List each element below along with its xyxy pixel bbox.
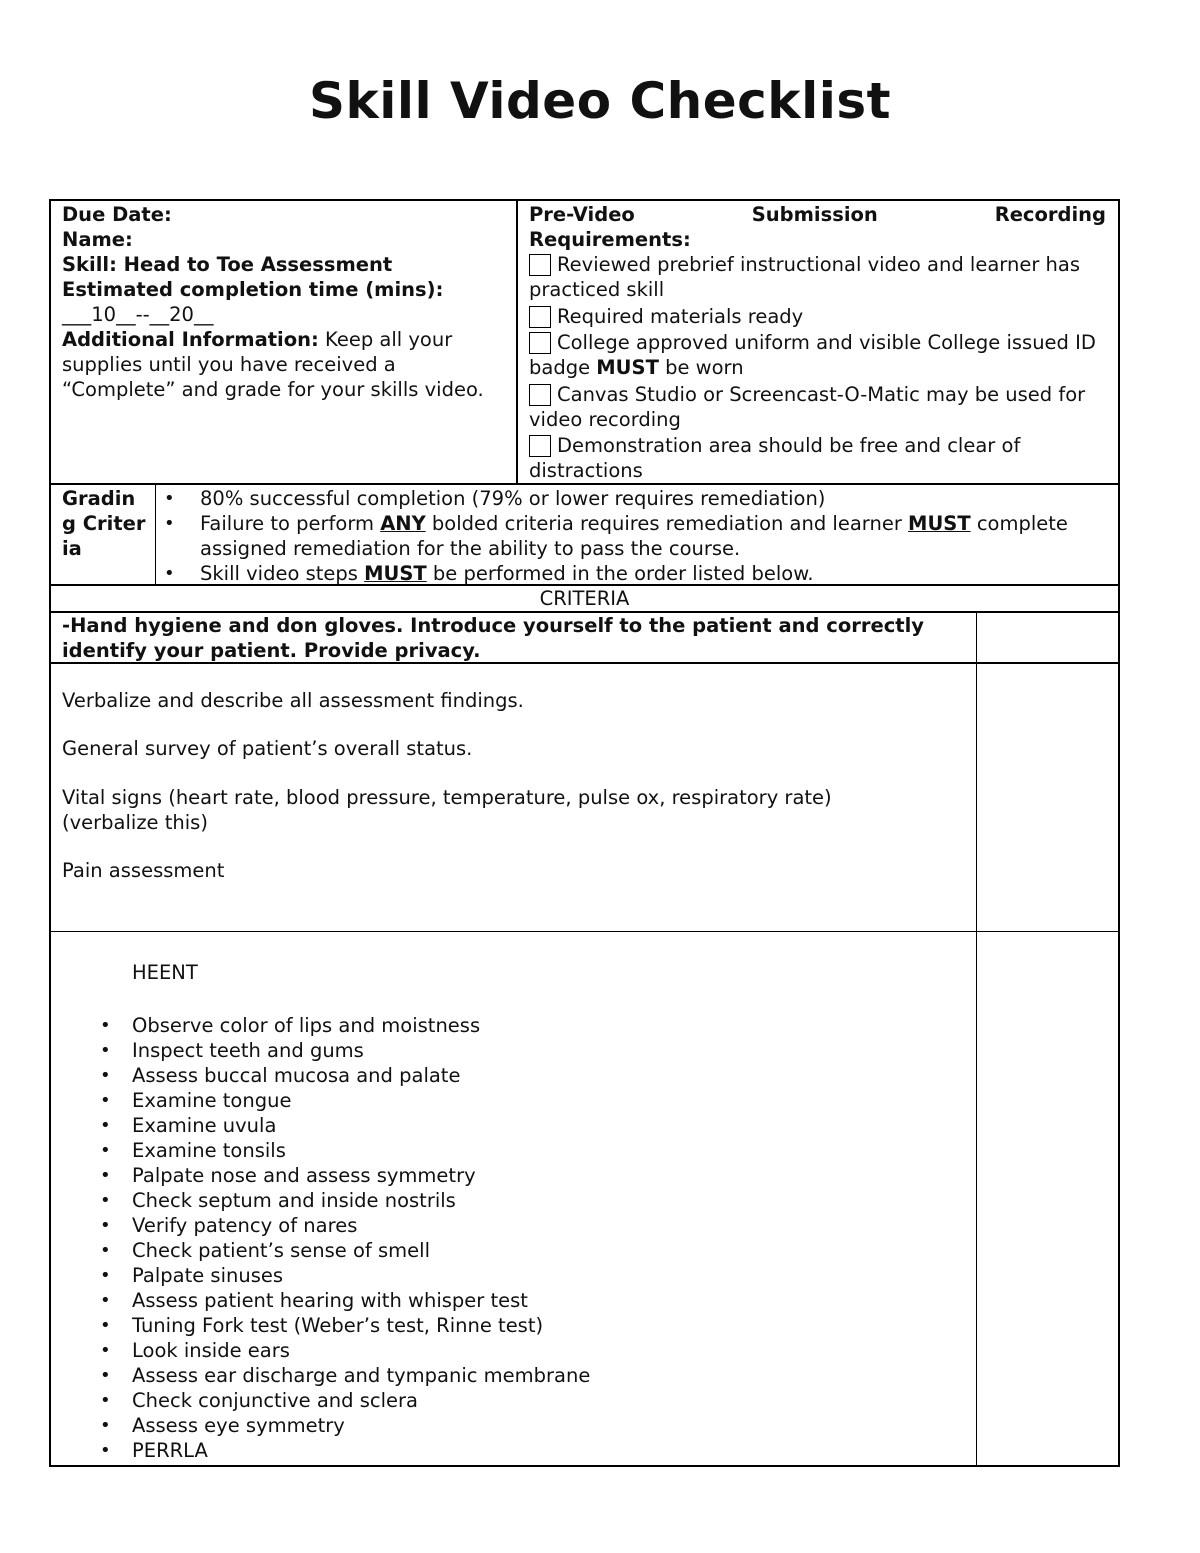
grading-text: Skill video steps [200, 562, 365, 585]
criteria-line: Vital signs (heart rate, blood pressure, temperature, pulse ox, respiratory rate) (verbalize this) [62, 786, 832, 834]
grading-emphasis: MUST [908, 512, 971, 535]
heent-item: • Check patient’s sense of smell [62, 1238, 962, 1263]
time-value: ___10__--__20__ [62, 303, 214, 326]
requirement-checkbox[interactable] [529, 306, 551, 328]
due-date-label: Due Date: [62, 203, 172, 226]
heent-item: • Palpate nose and assess symmetry [62, 1163, 962, 1188]
heent-item: • Palpate sinuses [62, 1263, 962, 1288]
grading-item [156, 561, 1106, 586]
heent-item: • Examine tongue [62, 1088, 962, 1113]
score-column-divider [976, 612, 977, 1466]
heent-item: • Assess ear discharge and tympanic membrane [62, 1363, 962, 1388]
heent-item: • Check septum and inside nostrils [62, 1188, 962, 1213]
grading-text: bolded criteria requires remediation and learner [425, 512, 909, 535]
heent-item: • Examine uvula [62, 1113, 962, 1138]
grading-list [156, 486, 1106, 586]
requirement-checkbox[interactable] [529, 435, 551, 457]
skill-label: Skill: Head to Toe Assessment [62, 253, 393, 276]
heent-item: • Tuning Fork test (Weber’s test, Rinne test) [62, 1313, 962, 1338]
requirement-text: Canvas Studio or Screencast-O-Matic may be used for video recording [529, 383, 1086, 431]
heent-item: • Look inside ears [62, 1338, 962, 1363]
requirement-text: Demonstration area should be free and clear of distractions [529, 434, 1021, 482]
requirement-text: Reviewed prebrief instructional video and learner has practiced skill [529, 253, 1081, 301]
column-divider [516, 199, 518, 484]
requirement-item [529, 330, 1106, 382]
requirement-item [529, 304, 1106, 330]
requirement-item [529, 382, 1106, 433]
prevideo-cell [529, 202, 1106, 483]
criteria-line: Pain assessment [62, 859, 225, 882]
heent-item: • Examine tonsils [62, 1138, 962, 1163]
criteria-line: Verbalize and describe all assessment findings. [62, 689, 524, 712]
page-title: Skill Video Checklist [308, 72, 892, 130]
heent-item: • Verify patency of nares [62, 1213, 962, 1238]
heent-item: • Check conjunctive and sclera [62, 1388, 962, 1413]
prevideo-heading-word: Recording [994, 203, 1106, 226]
prevideo-heading-line2: Requirements: [529, 228, 691, 251]
row-divider [49, 483, 1120, 485]
criteria-row-heent [62, 960, 962, 1463]
grading-item [156, 511, 1106, 561]
requirement-item [529, 433, 1106, 483]
requirement-item [529, 252, 1106, 304]
heent-item: • Assess patient hearing with whisper test [62, 1288, 962, 1313]
additional-label: Additional Information: [62, 328, 319, 351]
prevideo-heading-word: Pre-Video [529, 203, 635, 226]
requirement-text: be worn [658, 356, 744, 379]
grading-item [156, 486, 1106, 511]
grading-label: Grading Criteria [62, 487, 146, 560]
grading-text: 80% successful completion (79% or lower requires remediation) [200, 487, 826, 510]
additional-text: Keep all your supplies until you have received a “Complete” and grade for your skills video. [62, 328, 484, 401]
heent-list [62, 1013, 962, 1463]
grading-text: Failure to perform [200, 512, 381, 535]
heent-title: HEENT [132, 961, 198, 984]
prevideo-heading-word: Submission [751, 203, 878, 226]
grading-text: be performed in the order listed below. [426, 562, 814, 585]
name-label: Name: [62, 228, 133, 251]
requirement-emphasis: MUST [596, 356, 659, 379]
time-label: Estimated completion time (mins): [62, 278, 444, 301]
grading-emphasis: ANY [380, 512, 426, 535]
grading-emphasis: MUST [364, 562, 427, 585]
criteria-row-hygiene: -Hand hygiene and don gloves. Introduce yourself to the patient and correctly identify your patient. Provide privacy. [62, 614, 924, 662]
criteria-header: CRITERIA [539, 587, 630, 610]
prevideo-heading [529, 202, 1106, 227]
grading-text: complete assigned remediation for the ability to pass the course. [200, 512, 1068, 560]
requirement-text: Required materials ready [557, 305, 804, 328]
criteria-row-general [62, 688, 912, 883]
requirement-checkbox[interactable] [529, 384, 551, 406]
requirement-text: College approved uniform and visible College issued ID badge [529, 331, 1096, 379]
heent-item: • PERRLA [62, 1438, 962, 1463]
additional-info [62, 327, 502, 402]
row-divider [49, 931, 1120, 932]
criteria-line: General survey of patient’s overall status. [62, 737, 473, 760]
info-cell [62, 202, 502, 402]
requirement-checkbox[interactable] [529, 254, 551, 276]
heent-item: • Assess eye symmetry [62, 1413, 962, 1438]
heent-item: • Observe color of lips and moistness [62, 1013, 962, 1038]
heent-item: • Assess buccal mucosa and palate [62, 1063, 962, 1088]
requirement-checkbox[interactable] [529, 332, 551, 354]
heent-item: • Inspect teeth and gums [62, 1038, 962, 1063]
